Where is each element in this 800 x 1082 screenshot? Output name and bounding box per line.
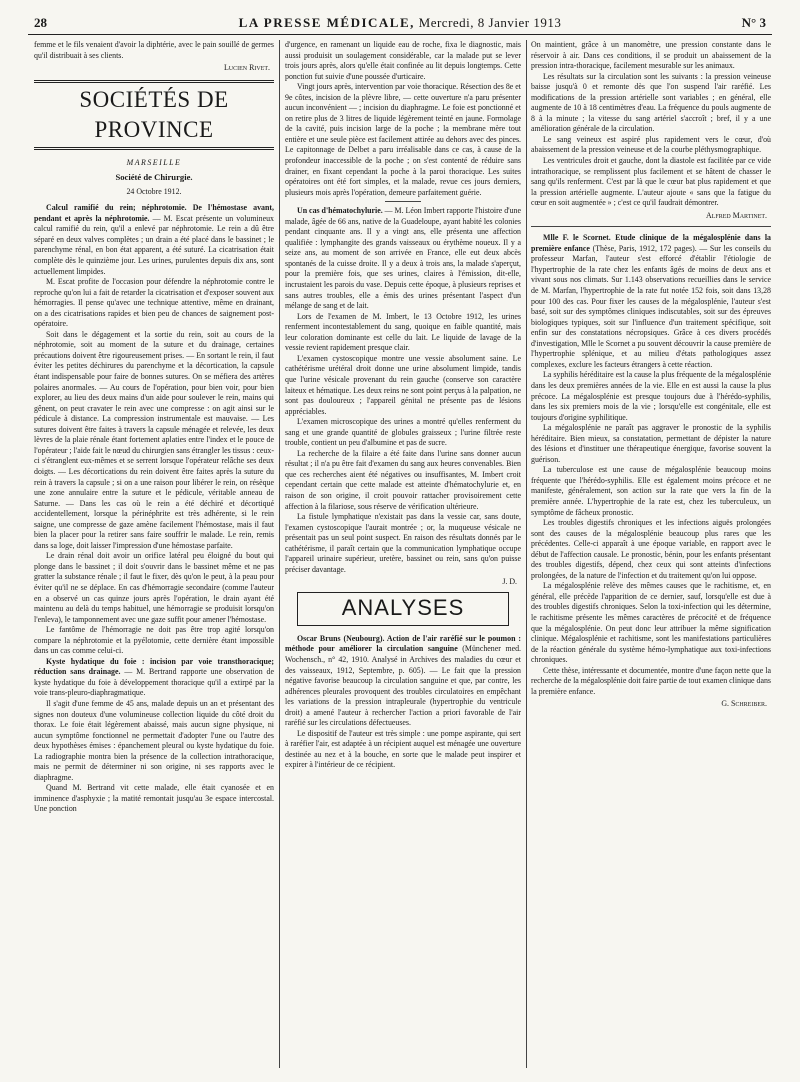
column-1 xyxy=(34,40,274,1068)
article-title: Oscar Bruns (Neubourg). Action de l'air raréfié sur le poumon : méthode pour améliorer la circulation sanguine xyxy=(285,633,521,654)
section-title: SOCIÉTÉS DE PROVINCE xyxy=(34,80,274,150)
author-signature: J. D. xyxy=(502,577,517,587)
paragraph: On maintient, grâce à un manomètre, une pression constante dans le réservoir à air. Dans ces conditions, il se produit un abaissement de la pression intra-thoracique, facilement mesurable sur les animaux. xyxy=(531,40,771,71)
paragraph: Le fantôme de l'hémorragie ne doit pas être trop agité lorsqu'on compare la néphrotomie et la pyélotomie, cette dernière étant impossible dans un cas comme celui-ci. xyxy=(34,625,274,656)
paragraph: La syphilis héréditaire est la cause la plus fréquente de la mégalosplénie dans les deux premières années de la vie. Elle en est aussi la cause la plus précoce. La mégalosplénie est presque toujours due à l'hérédo-syphilis, dans les six premiers mois de la vie ; lorsqu'elle est congénitale, elle est toujours d'origine syphilitique. xyxy=(531,370,771,422)
article-title: Mlle F. le Scornet. Etude clinique de la mégalosplénie dans la première enfance xyxy=(531,233,771,253)
society-heading: Société de Chirurgie. xyxy=(115,172,193,183)
author-signature: G. Schreiber. xyxy=(721,699,767,709)
publication-name: LA PRESSE MÉDICALE, xyxy=(238,15,415,30)
paragraph: Cette thèse, intéressante et documentée, montre d'une façon nette que la recherche de la mégalosplénie doit faire partie de tout examen clinique dans la première enfance. xyxy=(531,665,771,696)
paragraph: La tuberculose est une cause de mégalosplénie beaucoup moins fréquente que l'hérédo-syphilis. Elle est également moins précoce et ne manifeste, généralement, son action sur la rate que vers la fin de la première année. L'hypertrophie de la rate est, chez les tuberculeux, un symptôme de fâcheux pronostic. xyxy=(531,465,771,517)
article-title: Un cas d'hématochylurie. xyxy=(297,206,383,216)
paragraph: d'urgence, en ramenant un liquide eau de roche, fixa le diagnostic, mais aussi produisit un soulagement considérable, car la malade put se lever trois jours après, alors qu'elle était confinée au lit depuis longtemps. Cette ponction fut suivie d'une poussée d'urticaire. xyxy=(285,40,521,81)
paragraph: Le drain rénal doit avoir un orifice latéral peu éloigné du bout qui plonge dans le bassinet ; il doit s'ouvrir dans le bassinet même et ne pas gratter la substance rénale ; il faut le fixer, dès qu'on le peut, à la peau pour éviter qu'il ne se déplace. En cas d'hémorragie secondaire (comme l'auteur en a observé un cas quinze jours après l'opération, le drain ayant été maintenu au delà du temps habituel, une hémorragie se produisit lorsqu'on l'enleva), le tamponnement avec une gaze suffit pour amener l'hémostase. xyxy=(34,551,274,624)
paragraph: Le sang veineux est aspiré plus rapidement vers le cœur, d'où abaissement de la pression veineuse et de la courbe pléthysmographique. xyxy=(531,134,771,155)
paragraph: Vingt jours après, intervention par voie thoracique. Résection des 8e et 9e côtes, incision de la plèvre libre, — cette ouverture n'a paru présenter aucun inconvénient — ; incision du diaphragme. Le foie est ponctionné et on retire plus de 3 litres de liquide légèrement teinté en jaune. Formolage de la cavité, puis incision large de la poche ; la membrane mère tout entière et une seule pièce est facilement attirée au dehors avec des pinces. Le capitonnage de Delbet a paru irréalisable dans ce cas, à cause de la profondeur inaccessible de la poche ; on s'est contenté de réduire sans drainer, en fixant cependant la poche à la paroi thoracique. Les suites opératoires ont été fort simples, et la malade, revue ces jours derniers, plusieurs mois après l'opération, demeure parfaitement guérie. xyxy=(285,82,521,197)
column-rule xyxy=(526,40,527,1068)
page-number: 28 xyxy=(34,15,47,30)
analyses-section-title: ANALYSES xyxy=(297,592,509,626)
paragraph: Le dispositif de l'auteur est très simple : une pompe aspirante, qui sert à raréfier l'air, est adaptée à un récipient auquel est ménagée une ouverture destinée au nez et à la bouche, en sorte que le malade peut inspirer et expirer à l'intérieur de ce récipient. xyxy=(285,728,521,770)
meeting-date: 24 Octobre 1912. xyxy=(126,186,182,196)
divider xyxy=(385,201,421,202)
article-title: Calcul ramifié du rein; néphrotomie. De l'hémostase avant, pendant et après la néphrotomie. xyxy=(34,203,274,223)
running-header xyxy=(28,12,772,35)
paragraph: M. Escat profite de l'occasion pour défendre la néphrotomie contre le reproche qu'on lui a fait de retarder la cicatrisation et d'exposer souvent aux hémorragies. Il pense qu'avec une technique attentive, même en drainant, on a des cicatrisations rapides et bien peu de chances de saignement post-opératoire. xyxy=(34,277,274,329)
paragraph: femme et le fils venaient d'avoir la diphtérie, avec le pain souillé de germes qu'il distribuait à ses clients. xyxy=(34,40,274,60)
header-title xyxy=(28,12,772,34)
paragraph: La fistule lymphatique n'existait pas dans la vessie car, sans doute, l'examen cystoscopique l'aurait montrée ; or, la muqueuse vésicale ne présentait pas un seul point suspect. En raison des résultats donnés par le cathétérisme, il paraît certain que la communication lymphatique occupe l'appareil urinaire supérieur, uretère, bassinet ou rein, sans qu'on puisse préciser davantage. xyxy=(285,512,521,574)
paragraph: Lors de l'examen de M. Imbert, le 13 Octobre 1912, les urines renferment incontestablement du sang, quoique en faible quantité, mais leur coloration dominante est celle du lait. Le liquide de lavage de la vessie revient rapidement presque clair. xyxy=(285,311,521,353)
column-rule xyxy=(279,40,280,1068)
issue-date: Mercredi, 8 Janvier 1913 xyxy=(418,15,562,30)
paragraph: Les troubles digestifs chroniques et les infections aiguës prolongées sont des causes de la mégalosplénie beaucoup plus rares que les précédentes. Celle-ci apparaît à une époque variable, en rapport avec le début de l'affection causale. Le pronostic, bénin, pour les enfants présentant des troubles digestifs, dépend, chez ceux qui sont atteints d'infections prolongées, de la nature de l'infection et du traitement qu'on lui oppose. xyxy=(531,518,771,580)
paragraph: Calcul ramifié du rein; néphrotomie. De l'hémostase avant, pendant et après la néphrotomie. — M. Escat présente un volumineux calcul ramifié du rein, qu'il a enlevé par néphrotomie. Le rein a dû être séparé en deux valves complètes ; un drain a été placé dans le bassinet ; le parenchyme rénal, en bon état apparent, a été suturé. La cicatrisation était complète dès le quinzième jour. Les urines, purulentes depuis dix ans, sont actuellement limpides. xyxy=(34,203,274,276)
author-signature: Lucien Rivet. xyxy=(223,63,270,73)
paragraph: Mlle F. le Scornet. Etude clinique de la mégalosplénie dans la première enfance (Thèse, Paris, 1912, 172 pages). — Sur les conseils du professeur Marfan, l'auteur s'est efforcé d'établir l'étiologie de l'hypertrophie de la rate chez les enfants âgés de moins de deux ans et vivant sous nos climats. Sur 1.143 observations recueillies dans le service de M. Marfan, l'hypertrophie de la rate fut notée 152 fois, soit dans 13,28 pour 100 des cas. Pour fixer les causes de la mégalosplénie, l'auteur s'est basé, soit sur des symptômes cliniques indiscutables, soit sur des épreuves biologiques typiques, soit sur l'influence d'un traitement spécifique, soit enfin sur des constatations nécropsiques. Grâce à ces divers procédés d'investigation, Mlle le Scornet a pu souvent découvrir la cause première de l'hypertrophie splénique, et au milieu d'états pathologiques assez complexes, exclure les facteurs étrangers à cette réaction. xyxy=(531,233,771,369)
paragraph: L'examen microscopique des urines a montré qu'elles renferment du sang et une grande quantité de globules graisseux ; l'urine filtrée reste trouble, contient un peu d'albumine et pas de sucre. xyxy=(285,417,521,448)
paragraph: Quand M. Bertrand vit cette malade, elle était cyanosée et en imminence d'asphyxie ; la matité remontait jusqu'au 3e espace intercostal. Une ponction xyxy=(34,783,274,814)
author-signature: Alfred Martinet. xyxy=(706,210,767,220)
paragraph: Les résultats sur la circulation sont les suivants : la pression veineuse baisse jusqu'à 0 et remonte dès que l'on suspend l'air raréfié. Les modifications de la pression artérielle sont variables ; en général, elle augmente de 10 à 18 centimètres d'eau. La fréquence du pouls augmente de 8 à la minute ; la vitesse du sang artériel s'accroît ; bref, il y a une amélioration générale de la circulation. xyxy=(531,71,771,134)
column-2 xyxy=(285,40,521,1068)
paragraph: Les ventricules droit et gauche, dont la diastole est facilitée par ce vide intrathoracique, se remplissent plus facilement et se hâtent de chasser le sang qu'ils renferment. C'est par là que le cœur bat plus rapidement et que la pression artérielle augmente. L'auteur ajoute « sans que la fatigue du cœur en soit augmentée » ; c'est ce qu'il faudrait démontrer. xyxy=(531,156,771,208)
city-heading: MARSEILLE xyxy=(126,157,182,167)
paragraph: Soit dans le dégagement et la sortie du rein, soit au cours de la néphrotomie, soit au moment de la suture et du drainage, certaines précautions doivent être rigoureusement prises. — En sortant le rein, il faut éviter les petites déchirures du parenchyme et la décortication, la capsule étant indispensable pour faire de bonnes sutures. On se méfiera des artères polaires anormales. — Au cours de l'opération, pour bien voir, pour bien explorer, au lieu des deux mains d'un aide pour soulever le rein, mains qui gênent, on peut cravater le rein avec une compresse : on agit ainsi sur le pédicule à distance. La compression instrumentale est mauvaise. — Les sutures doivent être faites à travers la capsule ménagée et relevée, les deux lèvres de la plaie rénale étant fortement aplaties entre l'index et le pouce de l'opérateur ; l'aide fait le nœud du chirurgien sans étrangler les tissus : ceux-ci s'étranglent eux-mêmes et se serrent lorsque l'opérateur relâche ses deux doigts. — Les décortications du rein doivent être faites après la suture du rein à travers la capsule ; si on a une raison pour libérer le rein, on résèque une zone annulaire entre la suture et le pédicule, véritable anneau de Saturne. — Dans les cas où le rein a été déchiré et décortiqué accidentellement, lorsque la périnéphrite est très adhérente, si le rein saigne, une compresse de gaze amène facilement l'hémostase, mais il faut bien la placer pour la retirer sans faire souffrir le malade. Le rein, remis dans sa loge, doit laisser l'impression d'une hémostase parfaite. xyxy=(34,329,274,550)
paragraph: Oscar Bruns (Neubourg). Action de l'air raréfié sur le poumon : méthode pour améliorer la circulation sanguine (Münchener med. Wochensch., n° 42, 1910. Analysé in Archives des maladies du cœur et des vaisseaux, 1912, Septembre, p. 605). — Le fait que la pression négative favorise beaucoup la circulation sanguine et que, par contre, les adhérences pleurales provoquent des troubles circulatoires en empêchant les variations de la pression intrapleurale (hypertrophie du ventricule droit) a amené l'auteur à rechercher l'action a priori favorable de l'air raréfié sur les circulations défectueuses. xyxy=(285,633,521,728)
article-title: Kyste hydatique du foie : incision par voie transthoracique; réduction sans drainage. xyxy=(34,656,274,677)
paragraph: L'examen cystoscopique montre une vessie absolument saine. Le cathétérisme urétéral droit donne une urine absolument limpide, tandis que l'urine vésicale provenant du rein gauche (conserve son caractère laiteux et hématique. Les deux reins ne sont point perçus à la palpation, ne sont pas douloureux ; l'appareil génital ne présente pas de lésions appréciables. xyxy=(285,353,521,416)
column-3 xyxy=(531,40,771,1068)
paragraph: La mégalosplénie relève des mêmes causes que le rachitisme, et, en général, elle précède l'apparition de ce dernier, sauf, lorsqu'elle est due à des troubles digestifs chroniques. Selon la toxi-infection qui les détermine, le rachitisme présente les mêmes caractères de précocité et de fréquence que la mégalosplénie. On peut donc leur attribuer la même signification clinique. Mégalosplénie et rachitisme, sont les manifestations particulières de la réaction générale du système hémo-lymphatique aux toxi-infections chroniques. xyxy=(531,581,771,665)
paragraph: La recherche de la filaire a été faite dans l'urine sans donner aucun résultat ; il n'a pu être fait d'examen du sang aux heures convenables. Bien que ces recherches aient été négatives ou insuffisantes, M. Imbert croit cependant certain que cette malade est atteinte d'hématochylurie et, en raison de son origine, il croit pouvoir rattacher provisoirement cette affection à la filariose, sous réserve de vérification ultérieure. xyxy=(285,448,521,511)
paragraph: Il s'agit d'une femme de 45 ans, malade depuis un an et présentant des signes non douteux d'une volumineuse collection liquide du côté droit du thorax. Le foie était légèrement abaissé, mais aucun signe physique, ni aucun symptôme fonctionnel ne permettait d'adopter l'une ou l'autre des deux hypothèses émises : épanchement pleural ou kyste hydatique du foie. La radiographie montra bien la présence de la collection intrathoracique, mais ne permit de déterminer ni son origine, ni ses rapports avec le diaphragme. xyxy=(34,698,274,782)
paragraph: Kyste hydatique du foie : incision par voie transthoracique; réduction sans drainage. — M. Bertrand rapporte une observation de kyste hydatique du foie à développement thoracique qu'il a extirpé par la voie trans-pleuro-diaphragmatique. xyxy=(34,656,274,698)
paragraph: Un cas d'hématochylurie. — M. Léon Imbert rapporte l'histoire d'une malade, âgée de 66 ans, native de la Guadeloupe, ayant habité les colonies pendant cinquante ans. Il y a vingt ans, elle présenta une affection qualifiée : lymphangite des grands vaisseaux ou érythème noueux. Il y a seize ans, au moment de son arrivée en France, elle eut deux abcès spontanés de la cuisse droite. Il y a deux à trois ans, la malade s'aperçut, pour la première fois, que ses urines, claires à l'émission, dit-elle, incrustaient les parois du vase. Depuis cette époque, à plusieurs reprises et sans autres troubles, elle a émis des urines présentant l'aspect d'un mélange de sang et de lait. xyxy=(285,206,521,311)
issue-number: N° 3 xyxy=(741,15,766,30)
paragraph: La mégalosplénie ne paraît pas aggraver le pronostic de la syphilis héréditaire. Bien mieux, sa constatation, permettant de dépister la nature des lésions et d'instituer une thérapeutique énergique, favorise souvent la guérison. xyxy=(531,423,771,464)
divider xyxy=(531,226,771,227)
